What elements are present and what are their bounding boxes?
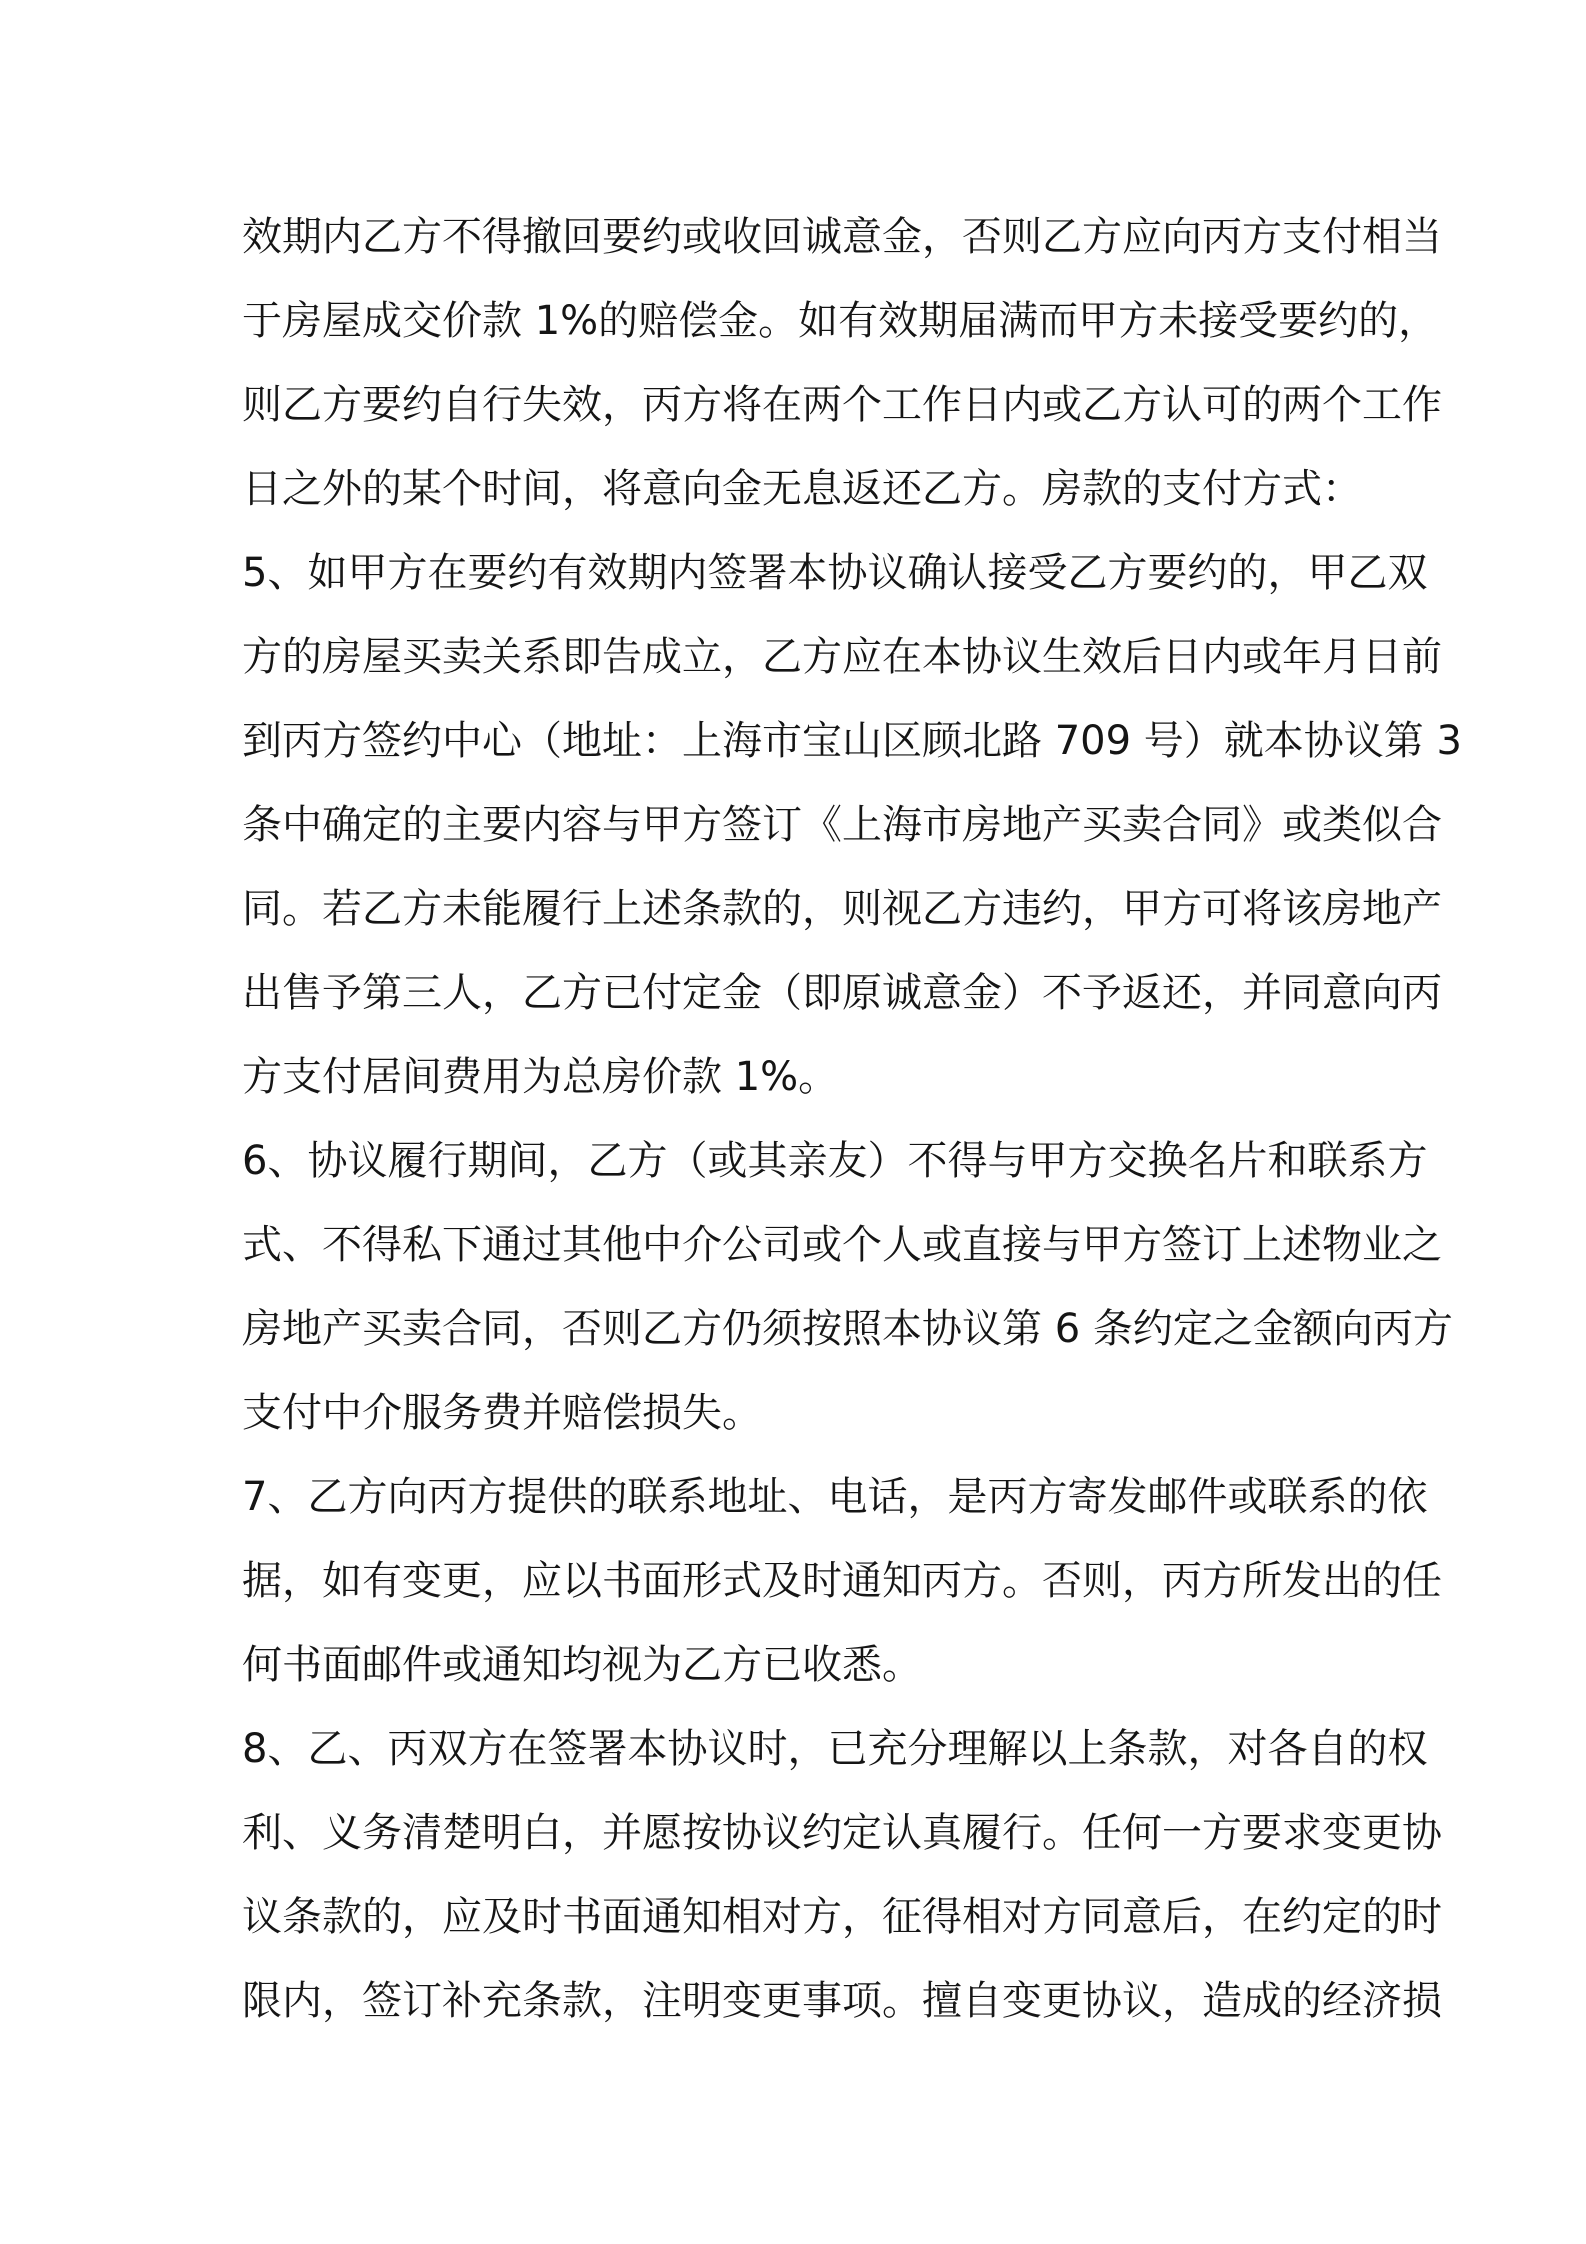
text-line: 议条款的，应及时书面通知相对方，征得相对方同意后，在约定的时 [242, 1894, 1442, 1940]
text-line: 出售予第三人，乙方已付定金（即原诚意金）不予返还，并同意向丙 [242, 970, 1442, 1016]
text-line: 到丙方签约中心（地址：上海市宝山区顾北路 709 号）就本协议第 3 [242, 718, 1462, 764]
text-line: 同。若乙方未能履行上述条款的，则视乙方违约，甲方可将该房地产 [242, 886, 1442, 932]
clause-7-line: 7、乙方向丙方提供的联系地址、电话，是丙方寄发邮件或联系的依 [242, 1474, 1428, 1520]
text-line: 于房屋成交价款 1%的赔偿金。如有效期届满而甲方未接受要约的， [242, 298, 1439, 344]
text-line: 日之外的某个时间，将意向金无息返还乙方。房款的支付方式： [242, 466, 1362, 512]
clause-6-line: 6、协议履行期间，乙方（或其亲友）不得与甲方交换名片和联系方 [242, 1138, 1428, 1184]
text-line: 则乙方要约自行失效，丙方将在两个工作日内或乙方认可的两个工作 [242, 382, 1442, 428]
text-line: 条中确定的主要内容与甲方签订《上海市房地产买卖合同》或类似合 [242, 802, 1442, 848]
text-line: 式、不得私下通过其他中介公司或个人或直接与甲方签订上述物业之 [242, 1222, 1442, 1268]
text-line: 据，如有变更，应以书面形式及时通知丙方。否则，丙方所发出的任 [242, 1558, 1442, 1604]
text-line: 房地产买卖合同，否则乙方仍须按照本协议第 6 条约定之金额向丙方 [242, 1306, 1453, 1352]
text-line: 方的房屋买卖关系即告成立，乙方应在本协议生效后日内或年月日前 [242, 634, 1442, 680]
text-line: 效期内乙方不得撤回要约或收回诚意金，否则乙方应向丙方支付相当 [242, 214, 1442, 260]
clause-5-line: 5、如甲方在要约有效期内签署本协议确认接受乙方要约的，甲乙双 [242, 550, 1428, 596]
text-line: 支付中介服务费并赔偿损失。 [242, 1390, 762, 1436]
clause-8-line: 8、乙、丙双方在签署本协议时，已充分理解以上条款，对各自的权 [242, 1726, 1428, 1772]
text-line: 限内，签订补充条款，注明变更事项。擅自变更协议，造成的经济损 [242, 1978, 1442, 2024]
document-body [242, 195, 1462, 2043]
text-line: 何书面邮件或通知均视为乙方已收悉。 [242, 1642, 922, 1688]
text-line: 利、义务清楚明白，并愿按协议约定认真履行。任何一方要求变更协 [242, 1810, 1442, 1856]
text-line: 方支付居间费用为总房价款 1%。 [242, 1054, 839, 1100]
